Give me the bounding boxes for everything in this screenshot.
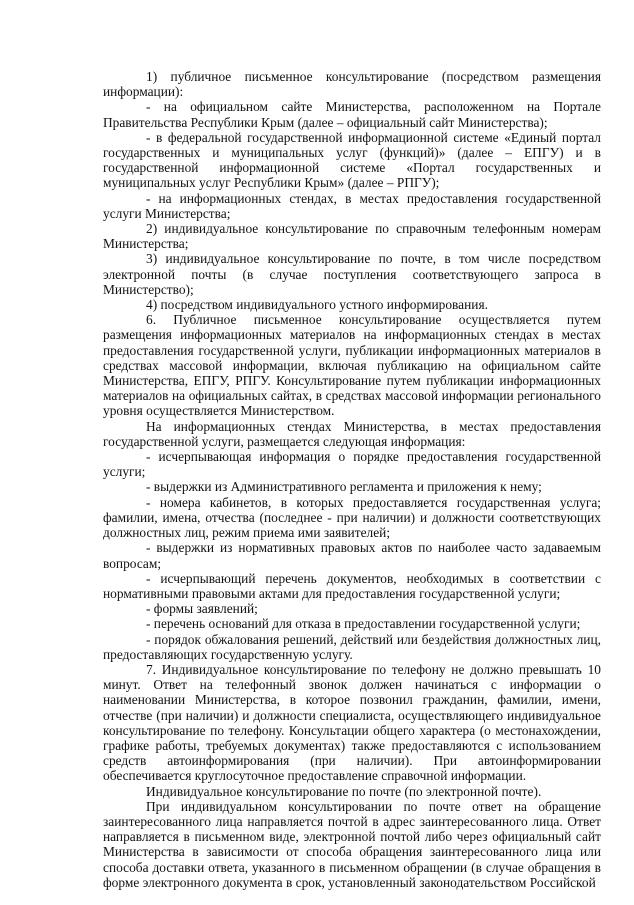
paragraph-16: - перечень оснований для отказа в предоставлении государственной услуги;: [146, 616, 581, 632]
paragraph-5: 2) индивидуальное консультирование по справочным телефонным номерам Министерства;: [103, 221, 601, 252]
paragraph-20: При индивидуальном консультировании по почте ответ на обращение заинтересованного лица направляется почтой в адрес заинтересованного лица. Ответ направляется в письменном виде, электронной почтой либо через официальный сайт Министерства в зависимости от способа обращения заинтересованного лица или способа доставки ответа, указанного в письменном обращении (в случае обращения в форме электронного документа в срок, установленный законодательством Российской: [103, 798, 601, 890]
paragraph-12: - номера кабинетов, в которых предоставляется государственная услуга; фамилии, имена, отчества (последнее - при наличии) и должности соответствующих должностных лиц, режим приема ими заявителей;: [103, 494, 601, 541]
paragraph-18: 7. Индивидуальное консультирование по телефону не должно превышать 10 минут. Ответ на телефонный звонок должен начинаться с информации о наименовании Министерства, в которое позвонил гражданин, фамилии, имени, отчестве (при наличии) и должности специалиста, осуществляющего индивидуальное консультирование по телефону. Консультации общего характера (о местонахождении, графике работы, требуемых документах) также предоставляются с использованием средств автоинформирования (при наличии). При автоинформировании обеспечивается круглосуточное предоставление справочной информации.: [103, 661, 601, 784]
paragraph-10: - исчерпывающая информация о порядке предоставления государственной услуги;: [103, 449, 601, 480]
paragraph-3: - в федеральной государственной информационной системе «Единый портал государственных и муниципальных услуг (функций)» (далее – ЕПГУ) и в государственной информационной системе «Портал государственных и муниципальных услуг Республики Крым» (далее – РПГУ);: [103, 129, 601, 191]
paragraph-8: 6. Публичное письменное консультирование осуществляется путем размещения информационных материалов на информационных стендах в местах предоставления государственной услуги, публикации информационных материалов в средствах массовой информации, включая публикацию на официальном сайте Министерства, ЕПГУ, РПГУ. Консультирование путем публикации информационных материалов на официальных сайтах, в средствах массовой информации регионального уровня осуществляется Министерством.: [103, 312, 601, 419]
paragraph-14: - исчерпывающий перечень документов, необходимых в соответствии с нормативными правовыми актами для предоставления государственной услуги;: [103, 570, 601, 601]
paragraph-11: - выдержки из Административного регламента и приложения к нему;: [146, 479, 542, 495]
paragraph-13: - выдержки из нормативных правовых актов по наиболее часто задаваемым вопросам;: [103, 540, 601, 571]
paragraph-2: - на официальном сайте Министерства, расположенном на Портале Правительства Республики Крым (далее – официальный сайт Министерства);: [103, 99, 601, 130]
paragraph-4: - на информационных стендах, в местах предоставления государственной услуги Министерства;: [103, 190, 601, 221]
paragraph-15: - формы заявлений;: [146, 601, 258, 617]
paragraph-7: 4) посредством индивидуального устного информирования.: [146, 297, 488, 313]
paragraph-9: На информационных стендах Министерства, в местах предоставления государственной услуги, размещается следующая информация:: [103, 418, 601, 449]
paragraph-1: 1) публичное письменное консультирование (посредством размещения информации):: [103, 69, 601, 100]
paragraph-19: Индивидуальное консультирование по почте (по электронной почте).: [146, 783, 542, 799]
paragraph-17: - порядок обжалования решений, действий или бездействия должностных лиц, предоставляющих государственную услугу.: [103, 631, 601, 662]
paragraph-6: 3) индивидуальное консультирование по почте, в том числе посредством электронной почты (в случае поступления соответствующего запроса в Министерство);: [103, 251, 601, 297]
document-body: [103, 69, 601, 890]
